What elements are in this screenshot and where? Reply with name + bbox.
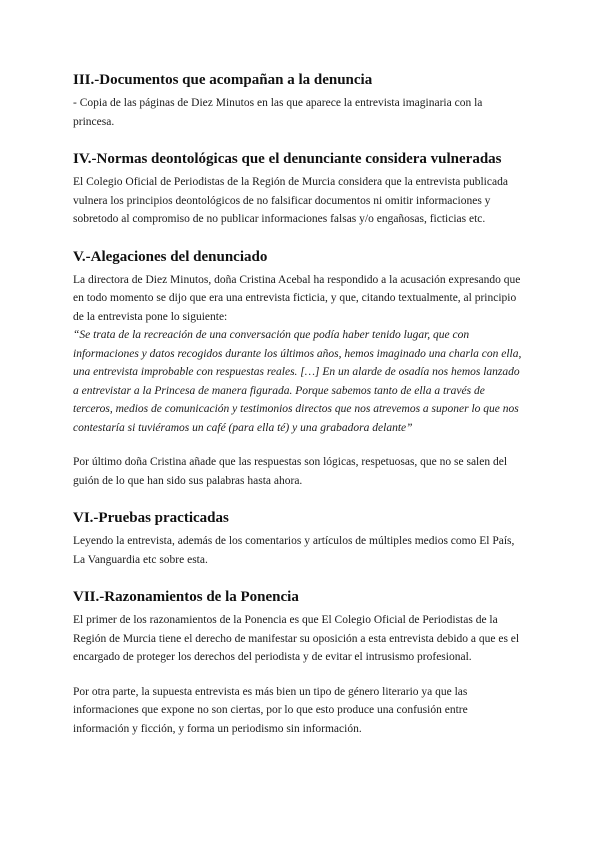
paragraph: Por otra parte, la supuesta entrevista es más bien un tipo de género literario ya que las informaciones que expone no son ciertas, por lo que esto produce una confusión entre información y ficción, y forma un periodismo sin información. (73, 685, 468, 735)
paragraph: - Copia de las páginas de Diez Minutos en las que aparece la entrevista imaginaria con la princesa. (73, 97, 483, 128)
section-razonamientos (73, 587, 525, 738)
paragraph: El Colegio Oficial de Periodistas de la Región de Murcia considera que la entrevista publicada vulnera los principios deontológicos de no falsificar documentos ni omitir informaciones y sobretodo al compromiso de no publicar informaciones falsas y/o engañosas, ficticias etc. (73, 176, 508, 225)
paragraph: Por último doña Cristina añade que las respuestas son lógicas, respetuosas, que no se salen del guión de lo que han sido sus palabras hasta ahora. (73, 456, 508, 487)
document-page (73, 70, 525, 756)
paragraph: La directora de Diez Minutos, doña Cristina Acebal ha respondido a la acusación expresando que en todo momento se dijo que era una entrevista ficticia, y que, citando textualmente, al principio de la entrevista pone lo siguiente: (73, 273, 521, 323)
section-documentos (73, 70, 525, 131)
quoted-paragraph: “Se trata de la recreación de una conversación que podía haber tenido lugar, que con informaciones y datos recogidos durante los últimos años, hemos imaginado una charla con ella, una entrevista improbable con respuestas reales. […] En un alarde de osadía nos hemos lanzado a entrevistar a la Princesa de manera figurada. Porque sabemos tanto de ella a través de terceros, medios de comunicación y testimonios directos que nos atrevemos a suponer lo que nos contestaría si tuviéramos un café (para ella té) y una grabadora delante” (73, 329, 522, 434)
paragraph: El primer de los razonamientos de la Ponencia es que El Colegio Oficial de Periodistas de la Región de Murcia tiene el derecho de manifestar su oposición a esta entrevista debido a que es el encargado de proteger los derechos del periodista y de evitar el intrusismo profesional. (73, 614, 520, 663)
section-heading: IV.-Normas deontológicas que el denunciante considera vulneradas (73, 151, 502, 167)
section-normas (73, 149, 525, 229)
section-heading: III.-Documentos que acompañan a la denuncia (73, 72, 373, 88)
section-heading: VI.-Pruebas practicadas (73, 510, 229, 526)
paragraph: Leyendo la entrevista, además de los comentarios y artículos de múltiples medios como El País, La Vanguardia etc sobre esta. (73, 535, 515, 566)
section-alegaciones (73, 247, 525, 491)
section-heading: VII.-Razonamientos de la Ponencia (73, 589, 299, 605)
section-heading: V.-Alegaciones del denunciado (73, 248, 268, 265)
section-pruebas (73, 508, 525, 569)
